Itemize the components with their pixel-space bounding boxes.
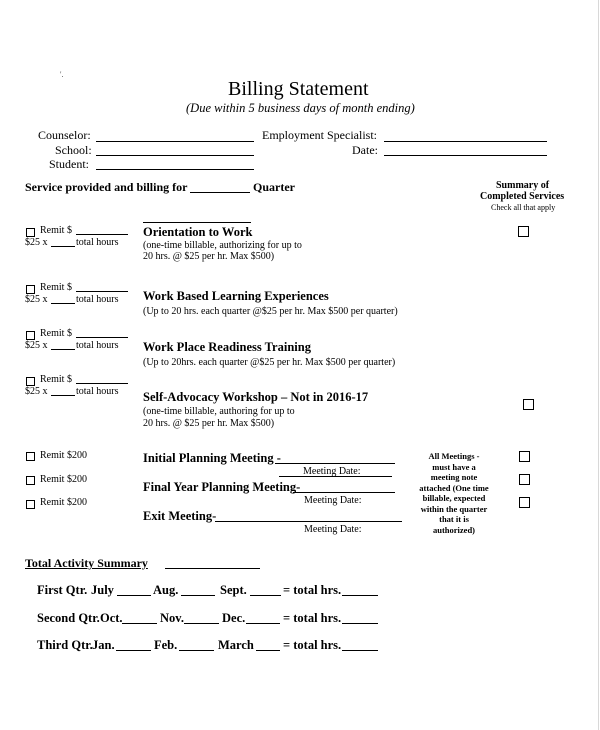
remit-label: Remit $ — [40, 328, 72, 339]
activity-summary-heading: Total Activity Summary — [25, 556, 148, 570]
service-desc: (Up to 20hrs. each quarter @$25 per hr. Max $500 per quarter) — [143, 357, 396, 368]
quarter-label: First Qtr. — [37, 583, 88, 597]
service-title: Work Place Readiness Training — [143, 340, 311, 354]
month-label: Aug. — [153, 583, 179, 597]
remit-amount-field[interactable] — [76, 383, 128, 384]
meetings-note — [408, 451, 500, 535]
page-subtitle: (Due within 5 business days of month ending) — [186, 101, 415, 115]
remit-checkbox[interactable] — [26, 377, 35, 386]
quarter-label: Third Qtr. — [37, 638, 93, 652]
service-desc: (one-time billable, authoring for up to — [143, 406, 295, 417]
summary-heading-line1: Summary of — [496, 180, 550, 191]
service-heading-suffix: Quarter — [253, 180, 295, 194]
remit-label: Remit $ — [40, 374, 72, 385]
month-hours-field[interactable] — [116, 650, 151, 651]
counselor-label: Counselor: — [38, 128, 91, 142]
total-label: = total hrs. — [283, 611, 342, 625]
meeting-field[interactable] — [293, 492, 395, 493]
total-hours-field[interactable] — [342, 650, 378, 651]
service-desc: 20 hrs. @ $25 per hr. Max $500) — [143, 418, 275, 429]
summary-checkbox[interactable] — [523, 399, 534, 410]
note-line: authorized) — [432, 524, 476, 535]
note-line: attached (One time — [419, 482, 489, 493]
page-title: Billing Statement — [228, 78, 369, 100]
date-field[interactable] — [384, 155, 547, 156]
employment-specialist-field[interactable] — [384, 141, 547, 142]
month-label: Feb. — [154, 638, 178, 652]
total-label: = total hrs. — [283, 583, 342, 597]
service-desc: 20 hrs. @ $25 per hr. Max $500) — [143, 251, 275, 262]
remit-checkbox[interactable] — [26, 331, 35, 340]
note-line: within the quarter — [420, 503, 488, 514]
hours-field[interactable] — [51, 395, 75, 396]
service-desc: (one-time billable, authorizing for up to — [143, 240, 302, 251]
month-label: July — [91, 583, 114, 597]
service-title: Orientation to Work — [143, 225, 253, 239]
month-label: Sept. — [220, 583, 247, 597]
service-desc: (Up to 20 hrs. each quarter @$25 per hr. Max $500 per quarter) — [143, 306, 398, 317]
service-title: Work Based Learning Experiences — [143, 289, 329, 303]
summary-heading-line2: Completed Services — [480, 191, 565, 202]
remit-amount-field[interactable] — [76, 234, 128, 235]
remit-amount-field[interactable] — [76, 291, 128, 292]
note-line: that it is — [439, 514, 469, 524]
rate-label: $25 x — [25, 294, 48, 305]
month-hours-field[interactable] — [181, 595, 215, 596]
meeting-summary-checkbox[interactable] — [519, 451, 530, 462]
meeting-title: Initial Planning Meeting - — [143, 451, 281, 465]
hours-unit: total hours — [76, 237, 119, 248]
meeting-remit-checkbox[interactable] — [26, 452, 35, 461]
remit-checkbox[interactable] — [26, 285, 35, 294]
meeting-date-label: Meeting Date: — [304, 495, 362, 506]
month-hours-field[interactable] — [117, 595, 151, 596]
hours-unit: total hours — [76, 386, 119, 397]
meeting-summary-checkbox[interactable] — [519, 474, 530, 485]
service-title: Self-Advocacy Workshop – Not in 2016-17 — [143, 390, 369, 404]
month-hours-field[interactable] — [246, 623, 280, 624]
month-label: Nov. — [160, 611, 184, 625]
meeting-field[interactable] — [275, 463, 395, 464]
total-label: = total hrs. — [283, 638, 342, 652]
note-line: All Meetings - — [428, 451, 480, 461]
meeting-summary-checkbox[interactable] — [519, 497, 530, 508]
meeting-date-label: Meeting Date: — [304, 524, 362, 535]
hours-field[interactable] — [51, 246, 75, 247]
month-label: Jan. — [92, 638, 115, 652]
total-hours-field[interactable] — [342, 595, 378, 596]
quarter-field[interactable] — [190, 192, 250, 193]
date-label: Date: — [352, 143, 378, 157]
employment-specialist-label: Employment Specialist: — [262, 128, 377, 142]
month-label: March — [218, 638, 254, 652]
rate-label: $25 x — [25, 340, 48, 351]
school-label: School: — [55, 143, 92, 157]
meeting-remit-label: Remit $200 — [40, 474, 87, 485]
month-label: Dec. — [222, 611, 246, 625]
meeting-date-field[interactable] — [279, 476, 392, 477]
activity-summary-field[interactable] — [165, 568, 260, 569]
hours-field[interactable] — [51, 303, 75, 304]
school-field[interactable] — [96, 155, 254, 156]
remit-label: Remit $ — [40, 225, 72, 236]
note-line: billable, expected — [422, 493, 486, 503]
stray-mark: '. — [60, 70, 64, 79]
meeting-remit-checkbox[interactable] — [26, 476, 35, 485]
meeting-title: Exit Meeting- — [143, 509, 217, 523]
month-hours-field[interactable] — [256, 650, 280, 651]
total-hours-field[interactable] — [342, 623, 378, 624]
meeting-title: Final Year Planning Meeting- — [143, 480, 301, 494]
month-hours-field[interactable] — [179, 650, 214, 651]
summary-heading-line3: Check all that apply — [491, 203, 556, 212]
remit-label: Remit $ — [40, 282, 72, 293]
month-hours-field[interactable] — [184, 623, 219, 624]
hours-unit: total hours — [76, 294, 119, 305]
meeting-remit-label: Remit $200 — [40, 497, 87, 508]
meeting-date-label: Meeting Date: — [303, 466, 361, 477]
note-line: meeting note — [430, 472, 478, 482]
hours-field[interactable] — [51, 349, 75, 350]
rate-label: $25 x — [25, 386, 48, 397]
month-label: Oct. — [100, 611, 123, 625]
remit-checkbox[interactable] — [26, 228, 35, 237]
student-label: Student: — [49, 157, 90, 171]
hours-unit: total hours — [76, 340, 119, 351]
meeting-remit-checkbox[interactable] — [26, 500, 35, 509]
quarter-label: Second Qtr. — [37, 611, 100, 625]
note-line: must have a — [432, 461, 476, 472]
meeting-remit-label: Remit $200 — [40, 450, 87, 461]
remit-amount-field[interactable] — [76, 337, 128, 338]
month-hours-field[interactable] — [122, 623, 157, 624]
summary-checkbox[interactable] — [518, 226, 529, 237]
service-heading-prefix: Service provided and billing for — [25, 180, 188, 194]
counselor-field[interactable] — [96, 141, 254, 142]
month-hours-field[interactable] — [250, 595, 281, 596]
rate-label: $25 x — [25, 237, 48, 248]
service-top-rule — [143, 222, 251, 223]
meeting-field[interactable] — [215, 521, 402, 522]
student-field[interactable] — [96, 169, 254, 170]
